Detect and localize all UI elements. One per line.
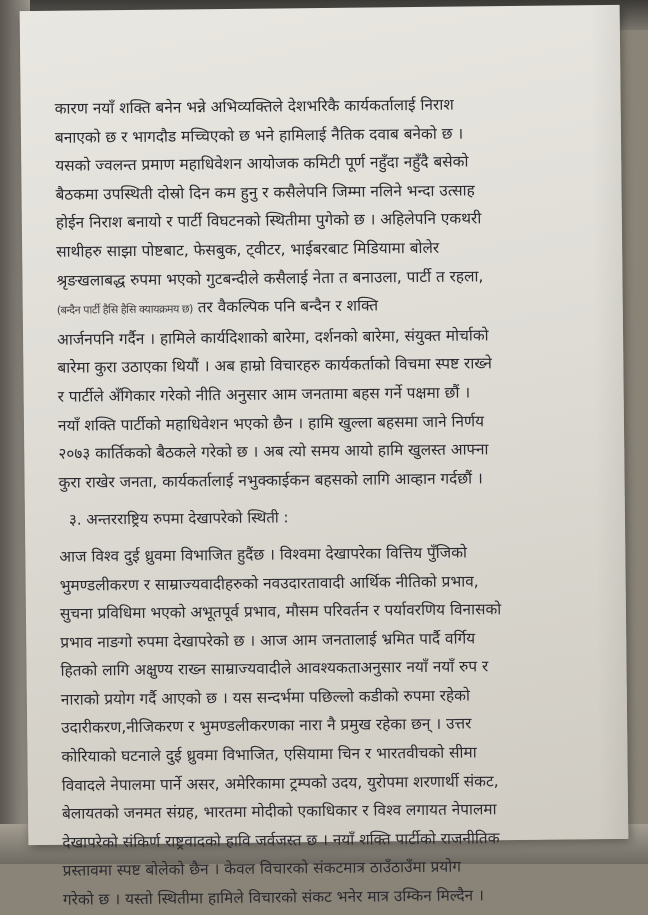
- text-line: विवादले नेपालमा पार्ने असर, अमेरिकामा ट्रम्पको उदय, युरोपमा शरणार्थी संकट,: [61, 771, 499, 795]
- text-line: बारेमा कुरा उठाएका थियौं । अब हाम्रो विचारहरु कार्यकर्ताको विचमा स्पष्ट राख्ने: [57, 354, 493, 378]
- text-line: आज विश्व दुई ध्रुवमा विभाजित हुदैंछ । विश्वमा देखापरेका वित्तिय पुँजिको: [59, 543, 468, 566]
- document-body: [55, 89, 612, 914]
- text-line: होईन निराश बनायो र पार्टी विघटनको स्थितीमा पुगेको छ । अहिलेपनि एकथरी: [55, 209, 482, 233]
- text-line: सुचना प्रविधिमा भएको अभूतपूर्व प्रभाव, मौसम परिवर्तन र पर्यावरणिय विनासको: [59, 600, 502, 623]
- section-heading: ३. अन्तरराष्ट्रिय रुपमा देखापरेको स्थिती :: [68, 508, 289, 529]
- text-line: हितको लागि अक्षुण्य राख्न साम्राज्यवादीले आवश्यकताअनुसार नयाँ नयाँ रुप र: [60, 657, 489, 681]
- text-line: श्रृङखलाबद्ध रुपमा भएको गुटबन्दीले कसैलाई नेता त बनाउला, पार्टी त रहला,: [56, 266, 484, 290]
- text-line-tail: तर वैकल्पिक पनि बन्दैन र शक्ति: [197, 296, 379, 317]
- text-line: प्रभाव नाङगो रुपमा देखापरेको छ । आज आम जनतालाई भ्रमित पार्दै वर्गिय: [60, 629, 476, 652]
- paragraph-1: [55, 89, 607, 497]
- text-line: आर्जनपनि गर्दैन । हामिले कार्यदिशाको बारेमा, दर्शनको बारेमा, संयुक्त मोर्चाको: [56, 326, 489, 349]
- text-line: प्रस्तावमा स्पष्ट बोलेको छैन । केवल विचारको संकटमात्र ठाउँठाउँमा प्रयोग: [62, 858, 462, 881]
- text-line: बेलायतको जनमत संग्रह, भारतमा मोदीको एकाधिकार र विश्व लगायत नेपालमा: [61, 800, 497, 824]
- text-line: नाराको प्रयोग गर्दै आएको छ । यस सन्दर्भमा पछिल्लो कडीको रुपमा रहेको: [60, 686, 471, 709]
- text-line: देखापरेको संकिर्ण राष्ट्रवादको हावि जर्वजस्त छ । नयाँ शक्ति पार्टीको राजनीतिक: [62, 829, 500, 852]
- text-line: उदारीकरण,नीजिकरण र भुमण्डलीकरणका नारा नै प्रमुख रहेका छन् । उत्तर: [61, 714, 472, 738]
- text-line: र पार्टीले अँगिकार गरेको नीति अनुसार आम जनतामा बहस गर्ने पक्षमा छौं ।: [57, 383, 471, 406]
- text-line: बैठकमा उपस्थिती दोस्रो दिन कम हुनु र कसैलेपनि जिम्मा नलिने भन्दा उत्साह: [55, 181, 475, 204]
- text-line: बनाएको छ र भागदौड मच्चिएको छ भने हामिलाई नैतिक दवाब बनेको छ ।: [54, 124, 464, 147]
- text-line: कोरियाको घटनाले दुई ध्रुवमा विभाजित, एसियामा चिन र भारतवीचको सीमा: [61, 743, 477, 766]
- document-page: [20, 5, 629, 909]
- text-line: यसको ज्वलन्त प्रमाण महाधिवेशन आयोजक कमिटी पूर्ण नहुँदा नहुँदै बसेको: [55, 152, 469, 175]
- text-line: साथीहरु साझा पोष्टबाट, फेसबुक, ट्वीटर, भाईबरबाट मिडियामा बोलेर: [56, 238, 440, 261]
- paragraph-2: [59, 537, 611, 914]
- text-line: नयाँ शक्ति पार्टीको महाधिवेशन भएको छैन । हामि खुल्ला बहसमा जाने निर्णय: [57, 411, 485, 435]
- text-line: कारण नयाँ शक्ति बनेन भन्ने अभिव्यक्तिले देशभरिकै कार्यकर्तालाई निराश: [54, 95, 454, 118]
- text-line: कुरा राखेर जनता, कार्यकर्तालाई नभुक्काईकन बहसको लागि आव्हान गर्दछौं ।: [58, 469, 483, 492]
- text-line: २०७३ कार्तिकको बैठकले गरेको छ । अब त्यो समय आयो हामि खुलस्त आफ्ना: [58, 440, 489, 463]
- text-line: गरेको छ । यस्तो स्थितीमा हामिले विचारको संकट भनेर मात्र उम्किन मिल्दैन ।: [62, 886, 484, 909]
- smudged-text: (बन्दैन पार्टी हैसि हैसि क्यायक्रमय छ): [56, 302, 193, 317]
- text-line: भुमण्डलीकरण र साम्राज्यवादीहरुको नवउदारतावादी आर्थिक नीतिको प्रभाव,: [59, 571, 479, 595]
